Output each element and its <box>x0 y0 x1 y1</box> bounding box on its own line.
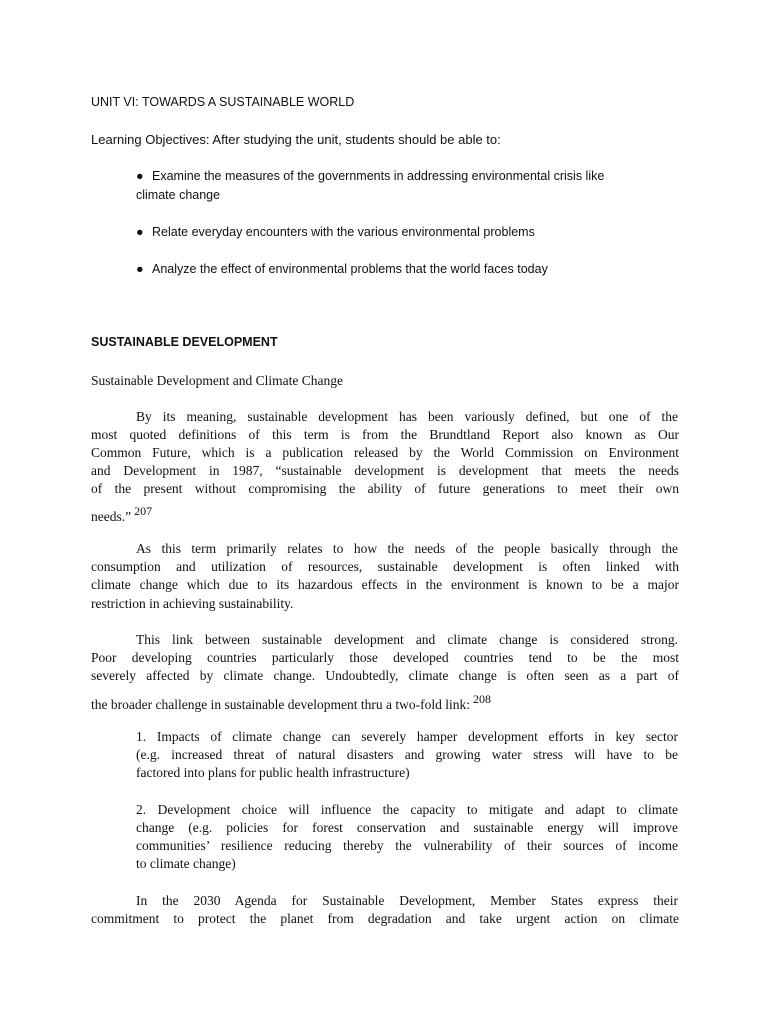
p2-line-3: climate change which due to its hazardous effects in the environment is known to be a major <box>91 577 679 592</box>
item1-line-3: factored into plans for public health infrastructure) <box>136 765 410 780</box>
item2-line-1: 2. Development choice will influence the capacity to mitigate and adapt to climate <box>136 802 678 817</box>
p4-line-1: In the 2030 Agenda for Sustainable Development, Member States express their <box>136 893 678 908</box>
item2-line-3: communities’ resilience reducing thereby the vulnerability of their sources of income <box>136 838 678 853</box>
p1-line-3: Common Future, which is a publication released by the World Commission on Environment <box>91 445 679 460</box>
item2-line-4: to climate change) <box>136 856 236 871</box>
objective-item-1-cont: climate change <box>136 188 221 202</box>
item1-line-1: 1. Impacts of climate change can severely hamper development efforts in key sector <box>136 729 678 744</box>
objective-text: Analyze the effect of environmental problems that the world faces today <box>152 262 548 276</box>
section-heading: SUSTAINABLE DEVELOPMENT <box>91 335 278 349</box>
objective-item-2 <box>136 225 535 239</box>
bullet-icon: ● <box>136 262 144 276</box>
objective-item-1 <box>136 169 604 183</box>
p2-line-4: restriction in achieving sustainability. <box>91 596 294 611</box>
p3-line-2: Poor developing countries particularly those developed countries tend to be the most <box>91 650 679 665</box>
p2-line-2: consumption and utilization of resources, sustainable development is often linked with <box>91 559 679 574</box>
p1-line-1: By its meaning, sustainable development has been variously defined, but one of the <box>136 409 678 424</box>
objective-item-3 <box>136 262 548 276</box>
p1-line-5: of the present without compromising the ability of future generations to meet their own <box>91 481 679 496</box>
unit-title: UNIT VI: TOWARDS A SUSTAINABLE WORLD <box>91 95 355 109</box>
p1-end-text: needs.” <box>91 509 132 524</box>
objective-text: Examine the measures of the governments in addressing environmental crisis like <box>152 169 605 183</box>
footnote-208: 208 <box>473 692 492 706</box>
p4-line-2: commitment to protect the planet from degradation and take urgent action on climate <box>91 911 679 926</box>
p3-line-3: severely affected by climate change. Undoubtedly, climate change is often seen as a part of <box>91 668 679 683</box>
p2-line-1: As this term primarily relates to how the needs of the people basically through the <box>136 541 678 556</box>
p3-line-1: This link between sustainable development and climate change is considered strong. <box>136 632 678 647</box>
bullet-icon: ● <box>136 225 144 239</box>
p3-end-text: the broader challenge in sustainable development thru a two-fold link: <box>91 697 471 712</box>
p3-line-4 <box>91 692 491 713</box>
bullet-icon: ● <box>136 169 144 183</box>
subheading: Sustainable Development and Climate Change <box>91 373 343 388</box>
p1-line-4: and Development in 1987, “sustainable development is development that meets the needs <box>91 463 679 478</box>
item1-line-2: (e.g. increased threat of natural disasters and growing water stress will have to be <box>136 747 678 762</box>
p1-line-6 <box>91 504 152 525</box>
objective-text: Relate everyday encounters with the various environmental problems <box>152 225 535 239</box>
footnote-207: 207 <box>134 504 153 518</box>
p1-line-2: most quoted definitions of this term is from the Brundtland Report also known as Our <box>91 427 679 442</box>
item2-line-2: change (e.g. policies for forest conservation and sustainable energy will improve <box>136 820 678 835</box>
objectives-intro: Learning Objectives: After studying the unit, students should be able to: <box>91 132 501 147</box>
